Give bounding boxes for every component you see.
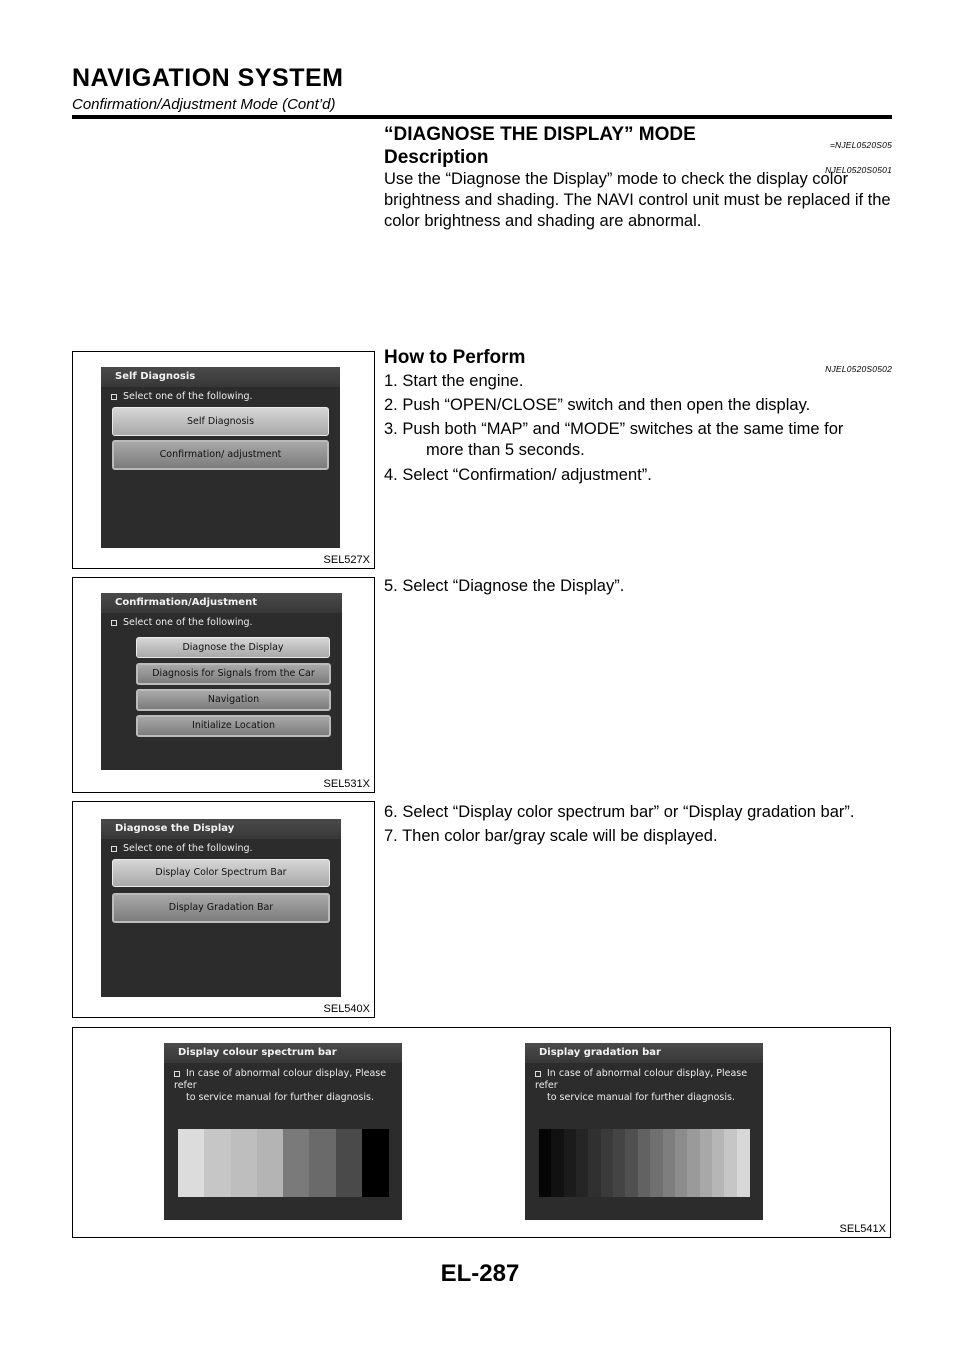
color-spectrum-bar-button[interactable]: Display Color Spectrum Bar (112, 859, 330, 887)
screen-gradation-bar (525, 1043, 763, 1220)
step-2: 2. Push “OPEN/CLOSE” switch and then open the display. (384, 396, 811, 414)
section-subtitle: Confirmation/Adjustment Mode (Cont’d) (72, 96, 336, 113)
gradation-swatch-5 (588, 1129, 601, 1197)
step-3: 3. Push both “MAP” and “MODE” switches at the same time for more than 5 seconds. (384, 420, 844, 459)
screen-title: Display gradation bar (525, 1043, 763, 1063)
self-diagnosis-button[interactable]: Self Diagnosis (112, 407, 329, 436)
page-number: EL-287 (440, 1260, 520, 1287)
screen-instruction: Select one of the following. (111, 617, 253, 628)
step-7: 7. Then color bar/gray scale will be displayed. (384, 827, 718, 845)
step-4: 4. Select “Confirmation/ adjustment”. (384, 466, 652, 484)
gradation-swatch-16 (724, 1129, 737, 1197)
gradation-swatch-7 (613, 1129, 626, 1197)
gradation-bar-button[interactable]: Display Gradation Bar (112, 893, 330, 923)
step-5: 5. Select “Diagnose the Display”. (384, 577, 625, 595)
perform-reference-code: NJEL0520S0502 (825, 364, 892, 374)
header-divider (72, 115, 892, 119)
gradation-swatch-11 (663, 1129, 676, 1197)
figure-label: SEL527X (323, 554, 370, 566)
screen-self-diagnosis (101, 367, 340, 548)
spectrum-swatch-4 (257, 1129, 284, 1197)
bullet-icon (111, 846, 117, 852)
description-reference-code: NJEL0520S0501 (825, 165, 892, 175)
figure-diagnose-display (72, 801, 375, 1018)
navigation-button[interactable]: Navigation (136, 689, 331, 711)
diagnosis-signals-button[interactable]: Diagnosis for Signals from the Car (136, 663, 331, 685)
gradation-swatch-14 (700, 1129, 713, 1197)
step-6: 6. Select “Display color spectrum bar” or “Display gradation bar”. (384, 803, 855, 821)
gradation-swatch-12 (675, 1129, 688, 1197)
gradation-swatch-3 (564, 1129, 577, 1197)
spectrum-swatch-6 (309, 1129, 336, 1197)
screen-title: Display colour spectrum bar (164, 1043, 402, 1063)
screen-confirmation-adjustment (101, 593, 342, 770)
mode-heading: “DIAGNOSE THE DISPLAY” MODE (384, 124, 696, 145)
section-title: NAVIGATION SYSTEM (72, 64, 344, 92)
screen-instruction: Select one of the following. (111, 391, 253, 402)
mode-reference-code: =NJEL0520S05 (829, 140, 892, 150)
spectrum-swatch-5 (283, 1129, 310, 1197)
description-heading: Description (384, 147, 489, 168)
screen-note: In case of abnormal colour display, Please refer to service manual for further diagnosis. (174, 1068, 387, 1103)
bullet-icon (111, 620, 117, 626)
gradation-swatch-9 (638, 1129, 651, 1197)
screen-title: Diagnose the Display (101, 819, 341, 839)
gradation-swatch-15 (712, 1129, 725, 1197)
description-text: Use the “Diagnose the Display” mode to check the display color brightness and shading. The NAVI control unit must be replaced if the color brightness and shading are abnormal. (384, 170, 891, 230)
bullet-icon (535, 1071, 541, 1077)
initialize-location-button[interactable]: Initialize Location (136, 715, 331, 737)
gradation-swatch-1 (539, 1129, 552, 1197)
screen-instruction: Select one of the following. (111, 843, 253, 854)
figure-label: SEL541X (839, 1223, 886, 1235)
gradation-swatch-6 (601, 1129, 614, 1197)
confirmation-adjustment-button[interactable]: Confirmation/ adjustment (112, 440, 329, 470)
spectrum-swatch-1 (178, 1129, 205, 1197)
perform-heading: How to Perform (384, 347, 526, 368)
screen-note: In case of abnormal colour display, Please refer to service manual for further diagnosis. (535, 1068, 748, 1103)
bullet-icon (111, 394, 117, 400)
figure-self-diagnosis (72, 351, 375, 569)
figure-display-bars (72, 1027, 891, 1238)
figure-label: SEL531X (323, 778, 370, 790)
spectrum-swatch-8 (362, 1129, 389, 1197)
gradation-swatch-4 (576, 1129, 589, 1197)
diagnose-display-button[interactable]: Diagnose the Display (136, 637, 330, 658)
step-1: 1. Start the engine. (384, 372, 524, 390)
screen-title: Self Diagnosis (101, 367, 340, 387)
spectrum-swatch-2 (204, 1129, 231, 1197)
bullet-icon (174, 1071, 180, 1077)
figure-confirmation-adjustment (72, 577, 375, 793)
screen-title: Confirmation/Adjustment (101, 593, 342, 613)
screen-colour-spectrum-bar (164, 1043, 402, 1220)
spectrum-swatch-3 (231, 1129, 258, 1197)
screen-diagnose-display (101, 819, 341, 997)
spectrum-swatch-7 (336, 1129, 363, 1197)
gradation-swatch-10 (650, 1129, 663, 1197)
gradation-swatch-17 (737, 1129, 750, 1197)
figure-label: SEL540X (323, 1003, 370, 1015)
gradation-swatch-13 (687, 1129, 700, 1197)
gradation-swatch-2 (551, 1129, 564, 1197)
gradation-swatch-8 (625, 1129, 638, 1197)
